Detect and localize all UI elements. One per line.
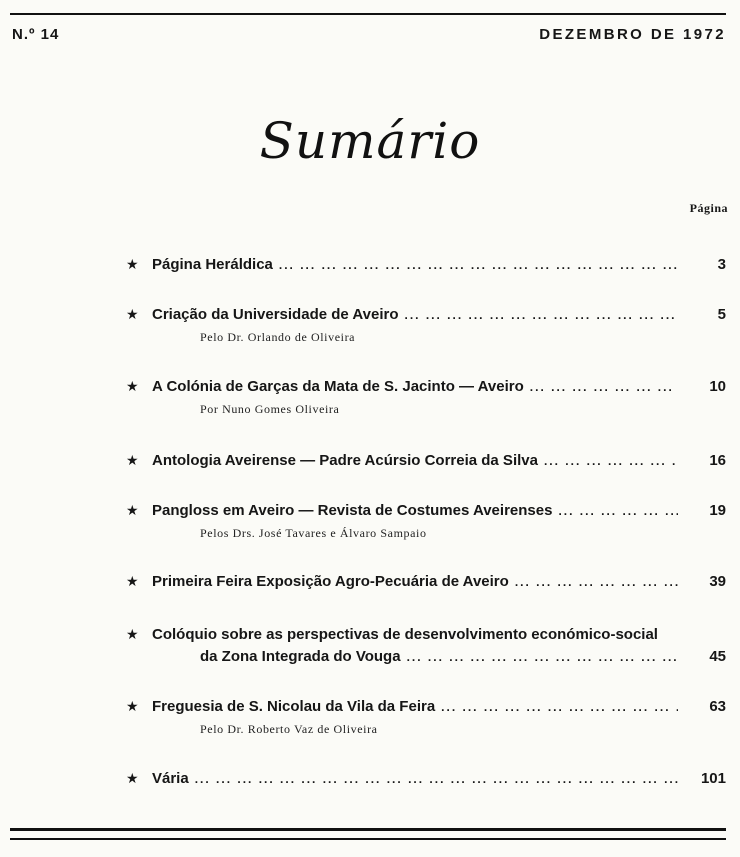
page-title: Sumário [259, 112, 481, 170]
entry-author: Por Nuno Gomes Oliveira [200, 402, 340, 416]
entry-title: A Colónia de Garças da Mata de S. Jacinto — Aveiro [152, 378, 524, 395]
dot-leader [407, 648, 678, 666]
dot-leader [515, 573, 678, 591]
toc-entry[interactable] [126, 302, 726, 345]
dot-leader [558, 502, 678, 520]
star-icon: ★ [126, 256, 139, 272]
star-icon: ★ [126, 502, 139, 518]
entry-title: Antologia Aveirense — Padre Acúrsio Correia da Silva [152, 452, 538, 469]
toc-entry[interactable] [126, 498, 726, 541]
bottom-rule [10, 838, 726, 840]
entry-page-number: 19 [709, 502, 726, 519]
toc-entry[interactable] [126, 252, 726, 274]
star-icon: ★ [126, 770, 139, 786]
entry-page-number: 101 [700, 770, 726, 787]
dot-leader [544, 452, 678, 470]
toc-entry[interactable] [126, 448, 726, 470]
star-icon: ★ [126, 626, 139, 642]
entry-title-continuation: da Zona Integrada do Vouga [200, 648, 401, 665]
issue-number: N.º 14 [12, 26, 60, 43]
entry-title: Colóquio sobre as perspectivas de desenvolvimento económico-social [152, 626, 658, 643]
dot-leader [530, 378, 678, 396]
dot-leader [404, 306, 678, 324]
entry-title: Primeira Feira Exposição Agro-Pecuária de Aveiro [152, 573, 509, 590]
entry-title: Vária [152, 770, 189, 787]
star-icon: ★ [126, 378, 139, 394]
toc-entry[interactable] [126, 569, 726, 591]
dot-leader [195, 770, 678, 788]
page-column-label: Página [689, 201, 728, 215]
entry-title: Página Heráldica [152, 256, 273, 273]
entry-title: Freguesia de S. Nicolau da Vila da Feira [152, 698, 436, 715]
star-icon: ★ [126, 573, 139, 589]
top-rule [10, 13, 726, 15]
entry-page-number: 3 [717, 256, 726, 273]
toc-entry[interactable] [126, 766, 726, 788]
star-icon: ★ [126, 306, 139, 322]
entry-page-number: 63 [709, 698, 726, 715]
entry-title: Criação da Universidade de Aveiro [152, 306, 399, 323]
entry-page-number: 39 [709, 573, 726, 590]
issue-date: DEZEMBRO DE 1972 [539, 26, 726, 43]
entry-page-number: 10 [709, 378, 726, 395]
star-icon: ★ [126, 698, 139, 714]
bottom-rule [10, 828, 726, 831]
entry-page-number: 45 [709, 648, 726, 665]
star-icon: ★ [126, 452, 139, 468]
entry-page-number: 5 [717, 306, 726, 323]
toc-entry[interactable] [126, 694, 726, 737]
dot-leader [279, 256, 678, 274]
entry-title: Pangloss em Aveiro — Revista de Costumes Aveirenses [152, 502, 553, 519]
toc-entry[interactable] [126, 622, 726, 666]
dot-leader [441, 698, 678, 716]
entry-author: Pelo Dr. Roberto Vaz de Oliveira [200, 722, 378, 736]
entry-author: Pelo Dr. Orlando de Oliveira [200, 330, 356, 344]
toc-entry[interactable] [126, 374, 726, 417]
entry-author: Pelos Drs. José Tavares e Álvaro Sampaio [200, 526, 427, 540]
entry-page-number: 16 [709, 452, 726, 469]
